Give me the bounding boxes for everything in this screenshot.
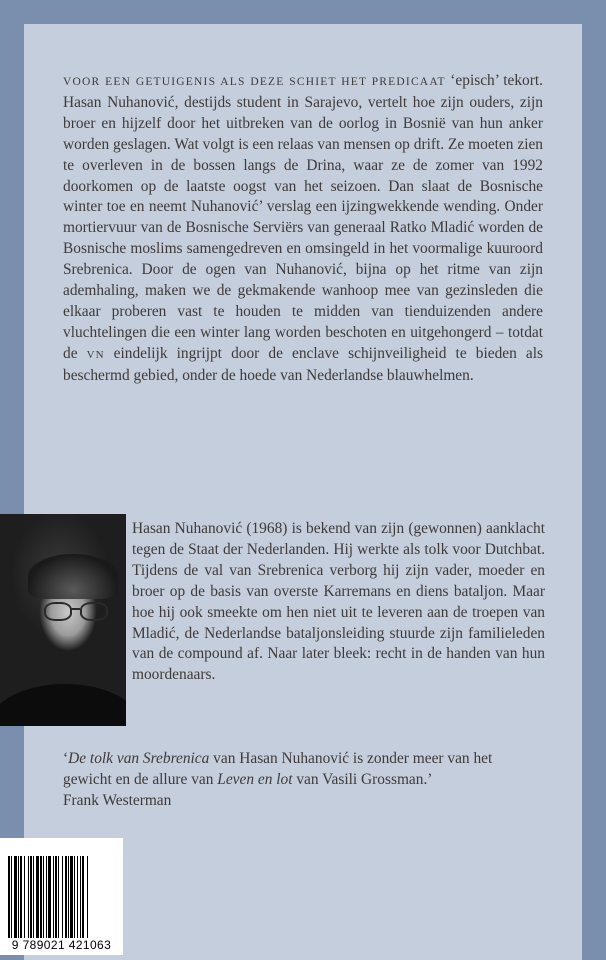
barcode-bar — [87, 856, 88, 942]
author-photo — [0, 514, 126, 726]
blurb-lead: VOOR EEN GETUIGENIS ALS DEZE SCHIET HET PREDICAAT — [63, 76, 446, 88]
barcode-bar — [53, 856, 54, 942]
barcode-bar — [36, 856, 39, 942]
barcode-bar — [80, 856, 81, 942]
barcode-bar — [55, 856, 57, 942]
blurb-paragraph — [63, 71, 543, 387]
barcode-bar — [46, 856, 47, 942]
barcode-bar — [43, 856, 44, 942]
barcode-bar — [18, 856, 19, 942]
isbn-digits: 9 789021 421063 — [0, 938, 123, 952]
blurb-vn: VN — [86, 348, 105, 361]
barcode-bar — [58, 856, 59, 942]
barcode-bar — [11, 856, 12, 942]
isbn-barcode — [0, 838, 123, 955]
review-quote: ‘De tolk van Srebrenica van Hasan Nuhanović is zonder meer van het gewicht en de allure van Leven en lot van Vasili Grossman.’ Frank Westerman — [63, 750, 493, 809]
barcode-bar — [14, 856, 17, 942]
barcode-bar — [30, 856, 32, 942]
barcode-bar — [40, 856, 42, 942]
barcode-bar — [65, 856, 67, 942]
barcode-bar — [48, 856, 51, 942]
quote-reference-title: Leven en lot — [217, 770, 293, 788]
barcode-bar — [62, 856, 63, 942]
author-bio: Hasan Nuhanović (1968) is bekend van zijn (gewonnen) aanklacht tegen de Staat der Nederlanden. Hij werkte als tolk voor Dutchbat. Tijdens de val van Srebrenica verborg hij zijn vader, moeder en broer op de basis van overste Karremans en diens bataljon. Maar hoe hij ook smeekte om hen niet uit te leveren aan de troepen van Mladić, de Nederlandse bataljonsleiding stuurde zijn familieleden van de compound af. Naar later bleek: recht in de handen van hun moordenaars. — [132, 520, 545, 684]
barcode-bar — [68, 856, 69, 942]
barcode-bar — [74, 856, 75, 942]
quote-author: Frank Westerman — [63, 791, 172, 809]
barcode-bar — [8, 856, 10, 942]
barcode-bar — [20, 856, 22, 942]
barcode-bar — [70, 856, 73, 942]
blurb-body: ‘episch’ tekort. Hasan Nuhanović, destijds student in Sarajevo, vertelt hoe zijn ouders, zijn broer en hijzelf door het uitbreken van de oorlog in Bosnië van hun anker worden geslagen. Wat volgt is een relaas van mensen op drift. Ze moeten zien te overleven in de bossen langs de Drina, waar ze de zomer van 1992 doorkomen op de laatste oogst van het seizoen. Dan slaat de Bosnische winter toe en neemt Nuhanović’ verslag een ijzingwekkende wending. Onder mortiervuur van de Bosnische Serviërs van generaal Ratko Mladić worden de Bosnische moslims samengedreven en omsingeld in het voormalige kuuroord Srebrenica. Door de ogen van Nuhanović, bijna op het ritme van zijn ademhaling, maken we de gekmakende wanhoop mee van gezinsleden die elkaar proberen vast te houden te midden van tienduizenden andere vluchtelingen die een winter lang worden beschoten en uitgehongerd – totdat de — [63, 72, 543, 362]
barcode-bar — [28, 856, 29, 942]
blurb-body-end: eindelijk ingrijpt door de enclave schijnveiligheid te bieden als beschermd gebied, onder de hoede van Nederlandse blauwhelmen. — [63, 344, 544, 384]
quote-book-title: De tolk van Srebrenica — [68, 750, 210, 767]
barcode-bar — [77, 856, 78, 942]
barcode-bars — [8, 856, 115, 942]
barcode-bar — [24, 856, 25, 942]
barcode-bar — [33, 856, 34, 942]
barcode-bar — [82, 856, 84, 942]
